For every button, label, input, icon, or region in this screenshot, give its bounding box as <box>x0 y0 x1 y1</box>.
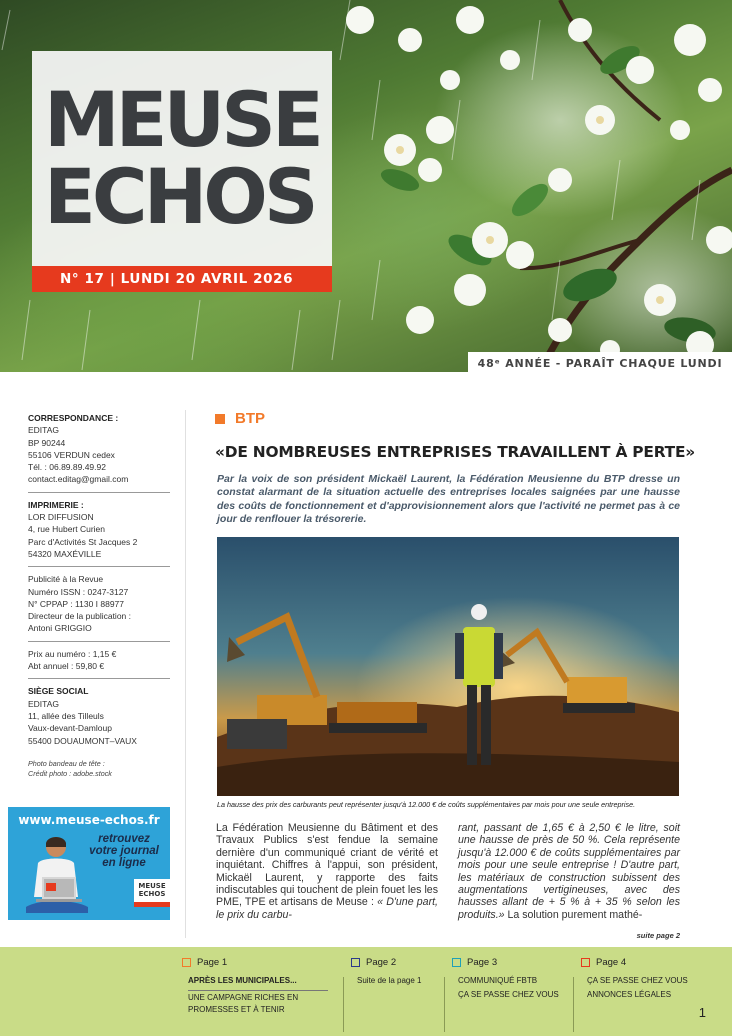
column-text: La solution purement mathé- <box>504 908 643 921</box>
sidebar-line: Prix au numéro : 1,15 € <box>28 648 117 659</box>
correspondance-heading: CORRESPONDANCE : <box>28 413 119 423</box>
section-square-icon <box>215 414 225 424</box>
sidebar-line: 55106 VERDUN cedex <box>28 449 115 460</box>
contact-email[interactable]: contact.editag@gmail.com <box>28 474 129 485</box>
mini-logo-line2: ECHOS <box>138 890 166 898</box>
photo-caption: La hausse des prix des carburants peut représenter jusqu'à 12.000 € de coûts supplémentaires par mois pour une seule entreprise. <box>217 800 636 809</box>
page3-item: COMMUNIQUÉ FBTB <box>458 976 538 985</box>
sidebar-line: Vaux-devant-Damloup <box>28 723 112 734</box>
page2-item: Suite de la page 1 <box>357 976 422 985</box>
sidebar-line: Antoni GRIGGIO <box>28 623 92 634</box>
footer-divider <box>573 977 574 1032</box>
page1-label: Page 1 <box>197 957 228 968</box>
page1-separator <box>188 990 328 991</box>
phone-number: Tél. : 06.89.89.49.92 <box>28 462 106 473</box>
page1-item: PROMESSES ET À TENIR <box>188 1005 285 1014</box>
section-label: BTP <box>235 410 265 427</box>
sidebar-correspondance <box>28 412 170 493</box>
contents-page-4[interactable] <box>581 957 688 1002</box>
page-number: 1 <box>698 1005 706 1020</box>
page4-label: Page 4 <box>596 957 627 968</box>
page1-item: UNE CAMPAGNE RICHES EN <box>188 993 299 1002</box>
column-text: La Fédération Meusienne du Bâtiment et des Travaux Publics s'est fendue la semaine dernière d'un communiqué criant de vérité et inquiétant. Chiffres à l'appui, son président, Mickaël Laurent, y rapporte des faits indiscutables qui touchent de plein fouet les les PME, TPE et artisans de Meuse : <box>216 822 438 909</box>
sidebar-line: LOR DIFFUSION <box>28 512 94 523</box>
year-line: 48ᵉ ANNÉE - PARAÎT CHAQUE LUNDI <box>468 352 732 372</box>
page2-items <box>351 974 422 988</box>
sidebar-line: EDITAG <box>28 698 60 709</box>
sidebar-line: 55400 DOUAUMONT–VAUX <box>28 735 137 746</box>
contents-page-1[interactable] <box>182 957 328 1016</box>
sidebar-line: Numéro ISSN : 0247-3127 <box>28 586 129 597</box>
imprimerie-heading: IMPRIMERIE : <box>28 499 84 510</box>
sidebar-line: BP 90244 <box>28 437 66 448</box>
page4-items <box>581 974 688 1002</box>
sidebar-line: Directeur de la publication : <box>28 611 132 622</box>
sidebar-line: Abt annuel : 59,80 € <box>28 661 105 672</box>
sidebar-line: 54320 MAXÉVILLE <box>28 548 102 559</box>
page2-square-icon <box>351 958 360 967</box>
website-promo[interactable] <box>8 807 170 920</box>
promo-text <box>78 833 170 869</box>
sidebar <box>28 412 170 779</box>
page3-square-icon <box>452 958 461 967</box>
header-banner <box>0 0 732 372</box>
sidebar-line: 4, rue Hubert Curien <box>28 524 106 535</box>
page1-item: APRÈS LES MUNICIPALES... <box>188 976 297 985</box>
article-photo <box>217 537 679 796</box>
sidebar-line: 11, allée des Tilleuls <box>28 710 104 721</box>
column-quote: « D'une part, le prix du carbu- <box>216 896 438 921</box>
sidebar-prix <box>28 648 170 680</box>
sidebar-publication <box>28 573 170 641</box>
photo-credits <box>28 759 170 779</box>
column-divider <box>185 410 186 938</box>
issue-date-bar: N° 17 | LUNDI 20 AVRIL 2026 <box>32 266 332 292</box>
article-lead: Par la voix de son président Mickaël Laurent, la Fédération Meusienne du BTP dresse un constat alarmant de la situation actuelle des entreprises locales saignées par une hausse des coûts de fonctionnement et d'approvisionnement alors que l'activité ne permet pas à ce jour de renflouer la trésorerie. <box>217 473 680 526</box>
page1-square-icon <box>182 958 191 967</box>
promo-line: votre journal <box>89 845 159 857</box>
article-headline: «DE NOMBREUSES ENTREPRISES TRAVAILLENT À PERTE» <box>215 443 696 461</box>
continued-link[interactable]: suite page 2 <box>636 931 680 940</box>
promo-line: en ligne <box>102 857 146 869</box>
page2-label: Page 2 <box>366 957 397 968</box>
credit-line: Photo bandeau de tête : <box>28 758 105 768</box>
footer-divider <box>444 977 445 1032</box>
article-column-2 <box>458 822 680 921</box>
page3-item: ÇA SE PASSE CHEZ VOUS <box>458 990 559 999</box>
page1-items <box>182 974 328 1016</box>
construction-site-image <box>217 537 679 796</box>
siege-heading: SIÈGE SOCIAL <box>28 686 89 697</box>
page3-items <box>452 974 559 1002</box>
masthead-title-line1: MEUSE <box>44 75 320 164</box>
sidebar-line: Publicité à la Revue <box>28 574 104 585</box>
contents-footer <box>0 947 732 1036</box>
section-tag <box>215 410 265 427</box>
sidebar-imprimerie <box>28 499 170 567</box>
page4-item: ANNONCES LÉGALES <box>587 990 672 999</box>
footer-divider <box>343 977 344 1032</box>
page4-square-icon <box>581 958 590 967</box>
mini-logo <box>134 879 170 903</box>
masthead-title-line2: ECHOS <box>44 152 315 241</box>
contents-page-2[interactable] <box>351 957 422 988</box>
page4-item: ÇA SE PASSE CHEZ VOUS <box>587 976 688 985</box>
promo-line: retrouvez <box>98 833 150 845</box>
sidebar-line: EDITAG <box>28 425 60 436</box>
masthead-box <box>32 51 332 266</box>
sidebar-line: N° CPPAP : 1130 I 88977 <box>28 598 125 609</box>
promo-url[interactable]: www.meuse-echos.fr <box>18 813 160 827</box>
credit-line: Crédit photo : adobe.stock <box>28 768 112 778</box>
sidebar-line: Parc d'Activités St Jacques 2 <box>28 536 138 547</box>
sidebar-siege <box>28 685 170 752</box>
column-quote: rant, passant de 1,65 € à 2,50 € le litre, soit une hausse de près de 50 %. Cela représente jusqu'à 12.000 € de coûts supplémentaires par mois pour une seule entreprise ! D'autre part, les matériaux de construction subissent des augmentations vertigineuses, avec des hausses allant de + 5 % à + 35 % selon les produits.» <box>458 822 680 921</box>
contents-page-3[interactable] <box>452 957 559 1002</box>
mini-logo-stripe <box>134 902 170 907</box>
mini-logo-line1: MEUSE <box>138 882 166 890</box>
page3-label: Page 3 <box>467 957 498 968</box>
article-column-1 <box>216 822 438 921</box>
